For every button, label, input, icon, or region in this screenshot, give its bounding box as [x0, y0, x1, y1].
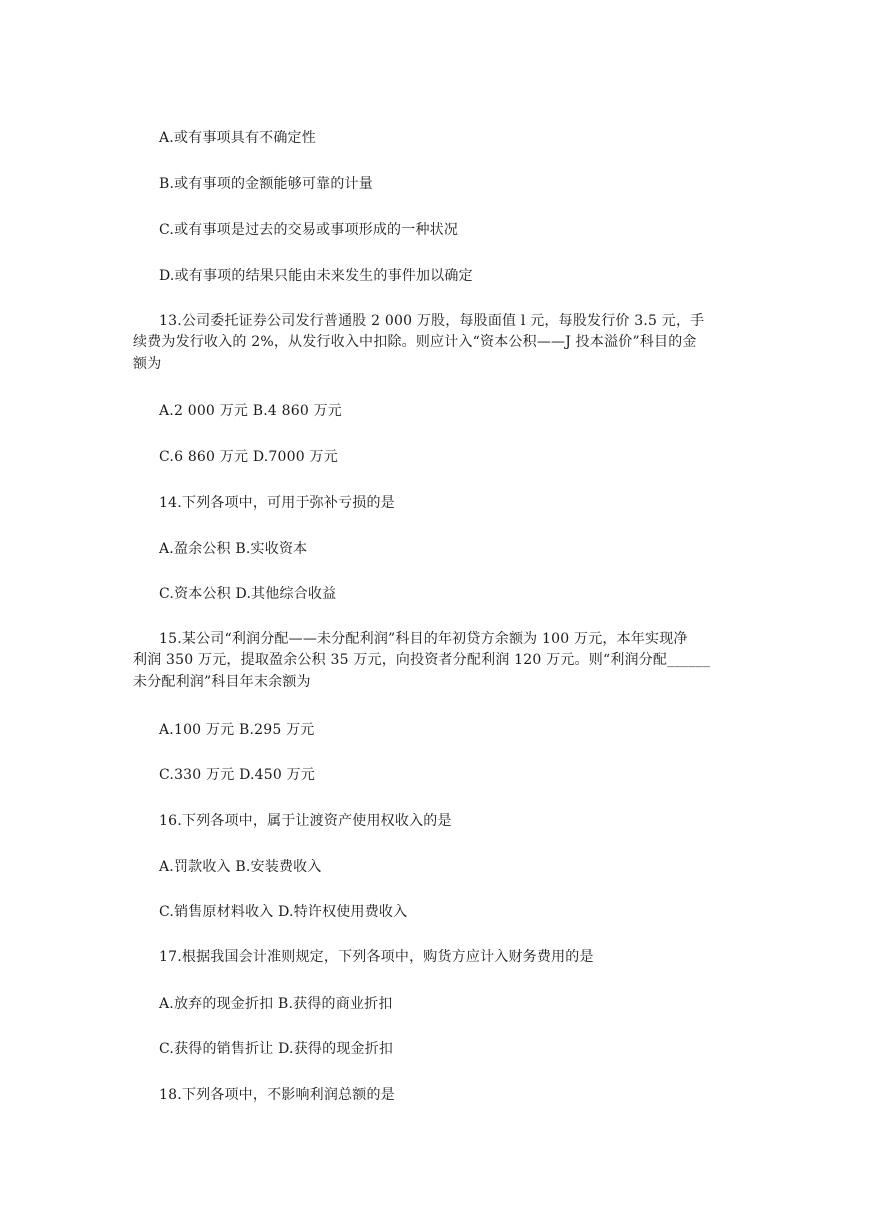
q14-options-row-2: C.资本公积 D.其他综合收益 — [159, 586, 337, 602]
q12-option-c: C.或有事项是过去的交易或事项形成的一种状况 — [159, 222, 459, 238]
q13-stem-line-3: 额为 — [133, 356, 162, 372]
q17-options-row-1: A.放弃的现金折扣 B.获得的商业折扣 — [159, 996, 393, 1012]
q15-stem-line-1: 15.某公司“利润分配——未分配利润”科目的年初贷方余额为 100 万元，本年实现净 — [159, 631, 688, 647]
q16-stem: 16.下列各项中，属于让渡资产使用权收入的是 — [159, 813, 452, 829]
q15-options-row-2: C.330 万元 D.450 万元 — [159, 767, 316, 783]
q12-option-a: A.或有事项具有不确定性 — [159, 130, 316, 146]
q12-option-d: D.或有事项的结果只能由未来发生的事件加以确定 — [159, 268, 473, 284]
q16-options-row-1: A.罚款收入 B.安装费收入 — [159, 859, 322, 875]
q13-options-row-1: A.2 000 万元 B.4 860 万元 — [159, 403, 343, 419]
q12-option-b: B.或有事项的金额能够可靠的计量 — [159, 176, 373, 192]
q18-stem: 18.下列各项中，不影响利润总额的是 — [159, 1087, 395, 1103]
q15-stem-line-3: 未分配利润”科目年末余额为 — [133, 674, 311, 690]
q15-options-row-1: A.100 万元 B.295 万元 — [159, 722, 315, 738]
q14-options-row-1: A.盈余公积 B.实收资本 — [159, 541, 308, 557]
q16-options-row-2: C.销售原材料收入 D.特许权使用费收入 — [159, 904, 408, 920]
q15-stem-line-2: 利润 350 万元，提取盈余公积 35 万元，向投资者分配利润 120 万元。则“利润分配______ — [133, 652, 711, 668]
q17-stem: 17.根据我国会计准则规定，下列各项中，购货方应计入财务费用的是 — [159, 949, 594, 965]
q17-options-row-2: C.获得的销售折让 D.获得的现金折扣 — [159, 1041, 394, 1057]
q13-stem-line-2: 续费为发行收入的 2%，从发行收入中扣除。则应计入“资本公积——J 投本溢价”科目的金 — [133, 334, 697, 350]
q13-options-row-2: C.6 860 万元 D.7000 万元 — [159, 449, 338, 465]
q14-stem: 14.下列各项中，可用于弥补亏损的是 — [159, 495, 395, 511]
q13-stem-line-1: 13.公司委托证券公司发行普通股 2 000 万股，每股面值 l 元，每股发行价 3.5 元，手 — [159, 313, 705, 329]
